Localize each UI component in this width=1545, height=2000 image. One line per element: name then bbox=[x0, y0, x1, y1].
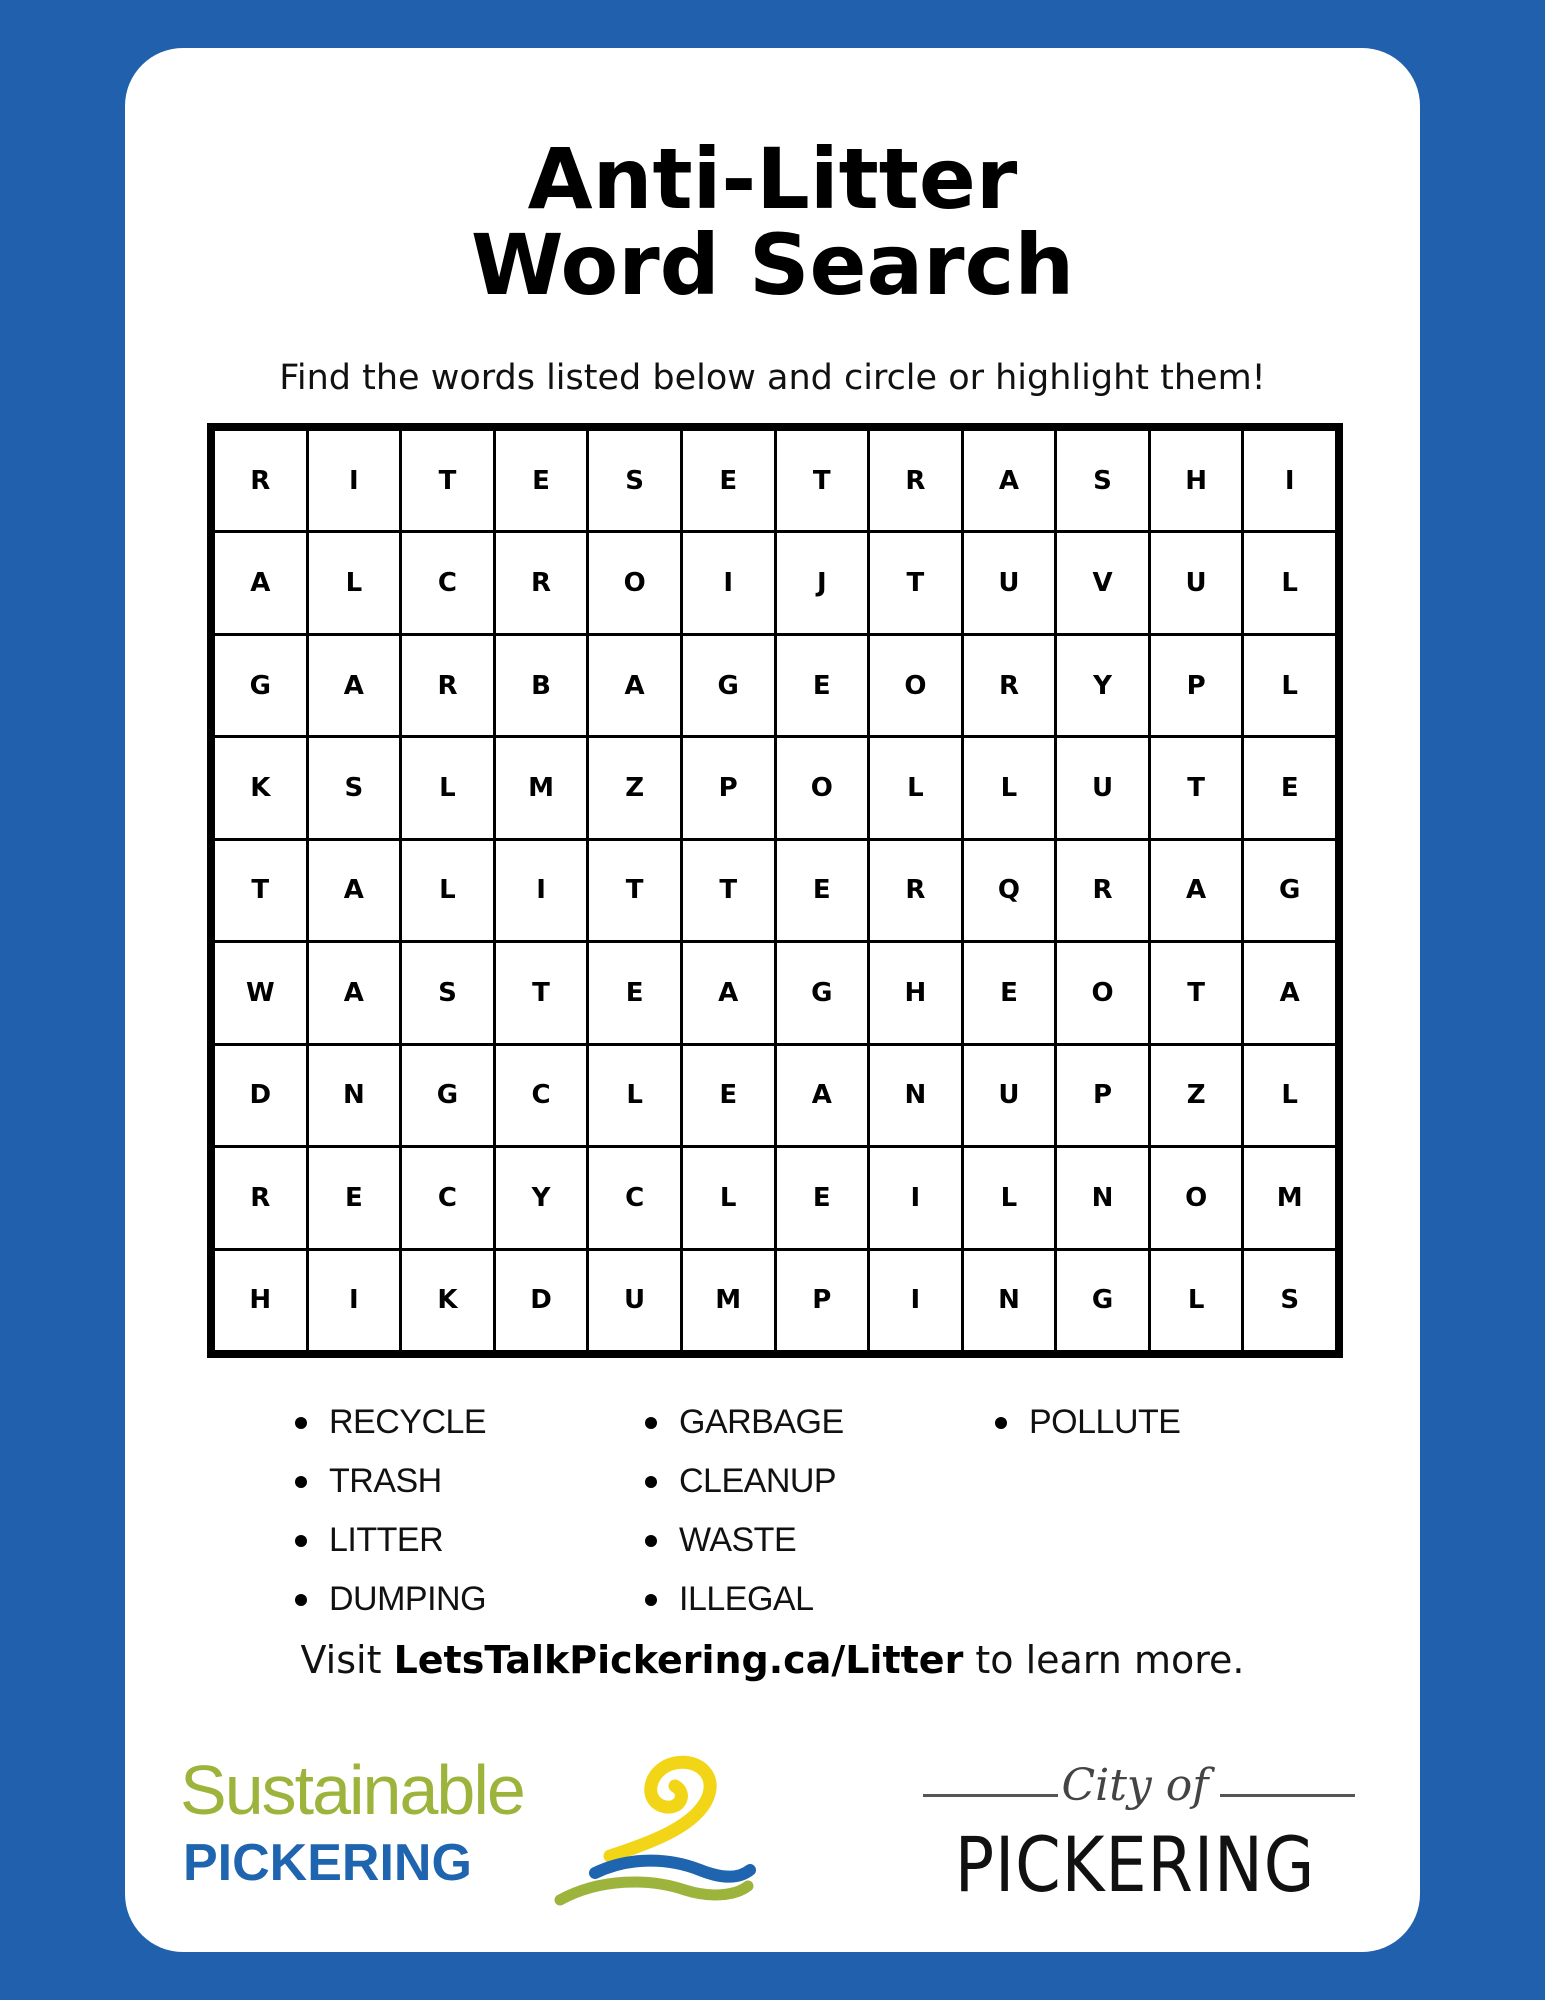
grid-cell[interactable]: L bbox=[683, 1148, 774, 1247]
grid-cell[interactable]: N bbox=[870, 1046, 961, 1145]
grid-cell[interactable]: L bbox=[589, 1046, 680, 1145]
page-title bbox=[125, 130, 1420, 314]
word-item: TRASH bbox=[295, 1452, 645, 1511]
grid-cell[interactable]: T bbox=[402, 431, 493, 530]
grid-cell[interactable]: Z bbox=[589, 738, 680, 837]
grid-cell[interactable]: O bbox=[777, 738, 868, 837]
grid-cell[interactable]: H bbox=[1151, 431, 1242, 530]
grid-cell[interactable]: T bbox=[1151, 943, 1242, 1042]
grid-cell[interactable]: G bbox=[215, 636, 306, 735]
sustainable-wordmark: Sustainable bbox=[180, 1751, 524, 1829]
word-item: RECYCLE bbox=[295, 1393, 645, 1452]
grid-cell[interactable]: E bbox=[683, 1046, 774, 1145]
grid-cell[interactable]: V bbox=[1057, 533, 1148, 632]
title-line-2: Word Search bbox=[470, 216, 1075, 314]
grid-cell[interactable]: N bbox=[1057, 1148, 1148, 1247]
word-item: GARBAGE bbox=[645, 1393, 995, 1452]
grid-cell[interactable]: U bbox=[1151, 533, 1242, 632]
grid-cell[interactable]: R bbox=[870, 841, 961, 940]
grid-cell[interactable]: L bbox=[870, 738, 961, 837]
bullet-icon bbox=[645, 1535, 657, 1547]
grid-cell[interactable]: A bbox=[309, 841, 400, 940]
grid-cell[interactable]: Q bbox=[964, 841, 1055, 940]
grid-cell[interactable]: S bbox=[1244, 1251, 1335, 1350]
grid-cell[interactable]: L bbox=[1151, 1251, 1242, 1350]
grid-cell[interactable]: K bbox=[402, 1251, 493, 1350]
grid-cell[interactable]: G bbox=[777, 943, 868, 1042]
grid-cell[interactable]: C bbox=[402, 1148, 493, 1247]
bullet-icon bbox=[295, 1417, 307, 1429]
word-item: POLLUTE bbox=[995, 1393, 1295, 1452]
grid-cell[interactable]: I bbox=[496, 841, 587, 940]
grid-cell[interactable]: E bbox=[496, 431, 587, 530]
grid-cell[interactable]: R bbox=[496, 533, 587, 632]
city-of-text: City of bbox=[1061, 1760, 1209, 1811]
grid-cell[interactable]: I bbox=[309, 1251, 400, 1350]
grid-cell[interactable]: U bbox=[589, 1251, 680, 1350]
city-pickering-wordmark: PICKERING bbox=[954, 1820, 1316, 1909]
grid-cell[interactable]: Z bbox=[1151, 1046, 1242, 1145]
grid-cell[interactable]: K bbox=[215, 738, 306, 837]
bullet-icon bbox=[645, 1476, 657, 1488]
grid-cell[interactable]: T bbox=[589, 841, 680, 940]
grid-cell[interactable]: S bbox=[589, 431, 680, 530]
grid-cell[interactable]: T bbox=[683, 841, 774, 940]
grid-cell[interactable]: S bbox=[309, 738, 400, 837]
title-line-1: Anti-Litter bbox=[527, 130, 1018, 228]
grid-cell[interactable]: O bbox=[1151, 1148, 1242, 1247]
grid-cell[interactable]: G bbox=[402, 1046, 493, 1145]
grid-cell[interactable]: R bbox=[215, 431, 306, 530]
bullet-icon bbox=[645, 1417, 657, 1429]
grid-cell[interactable]: R bbox=[215, 1148, 306, 1247]
word-item: CLEANUP bbox=[645, 1452, 995, 1511]
grid-cell[interactable]: R bbox=[1057, 841, 1148, 940]
grid-cell[interactable]: S bbox=[1057, 431, 1148, 530]
grid-cell[interactable]: R bbox=[870, 431, 961, 530]
grid-cell[interactable]: A bbox=[1151, 841, 1242, 940]
grid-cell[interactable]: U bbox=[1057, 738, 1148, 837]
grid-cell[interactable]: E bbox=[777, 636, 868, 735]
word-item: LITTER bbox=[295, 1511, 645, 1570]
grid-cell[interactable]: E bbox=[1244, 738, 1335, 837]
grid-cell[interactable]: P bbox=[777, 1251, 868, 1350]
grid-cell[interactable]: T bbox=[777, 431, 868, 530]
grid-cell[interactable]: I bbox=[1244, 431, 1335, 530]
grid-cell[interactable]: S bbox=[402, 943, 493, 1042]
grid-cell[interactable]: E bbox=[309, 1148, 400, 1247]
grid-cell[interactable]: A bbox=[683, 943, 774, 1042]
grid-cell[interactable]: O bbox=[1057, 943, 1148, 1042]
word-item: ILLEGAL bbox=[645, 1570, 995, 1629]
grid-cell[interactable]: O bbox=[870, 636, 961, 735]
grid-cell[interactable]: E bbox=[777, 1148, 868, 1247]
grid-cell[interactable]: I bbox=[309, 431, 400, 530]
grid-cell[interactable]: A bbox=[589, 636, 680, 735]
worksheet-card bbox=[125, 48, 1420, 1952]
bullet-icon bbox=[295, 1476, 307, 1488]
grid-cell[interactable]: I bbox=[683, 533, 774, 632]
grid-cell[interactable]: D bbox=[496, 1251, 587, 1350]
bullet-icon bbox=[295, 1535, 307, 1547]
grid-cell[interactable]: J bbox=[777, 533, 868, 632]
grid-cell[interactable]: Y bbox=[1057, 636, 1148, 735]
pickering-wordmark: PICKERING bbox=[183, 1834, 472, 1892]
grid-cell[interactable]: E bbox=[589, 943, 680, 1042]
grid-cell[interactable]: E bbox=[777, 841, 868, 940]
bullet-icon bbox=[645, 1594, 657, 1606]
grid-cell[interactable]: N bbox=[964, 1251, 1055, 1350]
grid-cell[interactable]: A bbox=[215, 533, 306, 632]
grid-cell[interactable]: C bbox=[496, 1046, 587, 1145]
grid-cell[interactable]: T bbox=[870, 533, 961, 632]
grid-cell[interactable]: G bbox=[1244, 841, 1335, 940]
grid-cell[interactable]: G bbox=[683, 636, 774, 735]
grid-cell[interactable]: L bbox=[1244, 636, 1335, 735]
grid-cell[interactable]: H bbox=[870, 943, 961, 1042]
grid-cell[interactable]: G bbox=[1057, 1251, 1148, 1350]
grid-cell[interactable]: I bbox=[870, 1251, 961, 1350]
grid-cell[interactable]: L bbox=[402, 738, 493, 837]
grid-cell[interactable]: L bbox=[1244, 1046, 1335, 1145]
grid-cell[interactable]: O bbox=[589, 533, 680, 632]
grid-cell[interactable]: L bbox=[964, 1148, 1055, 1247]
grid-cell[interactable]: E bbox=[683, 431, 774, 530]
grid-cell[interactable]: A bbox=[309, 636, 400, 735]
grid-cell[interactable]: L bbox=[402, 841, 493, 940]
grid-cell[interactable]: M bbox=[496, 738, 587, 837]
grid-cell[interactable]: R bbox=[402, 636, 493, 735]
letstalk-link[interactable]: LetsTalkPickering.ca/Litter bbox=[393, 1638, 964, 1682]
grid-cell[interactable]: H bbox=[215, 1251, 306, 1350]
grid-cell[interactable]: N bbox=[309, 1046, 400, 1145]
word-list bbox=[295, 1393, 1295, 1629]
grid-cell[interactable]: M bbox=[1244, 1148, 1335, 1247]
grid-cell[interactable]: C bbox=[402, 533, 493, 632]
grid-cell[interactable]: L bbox=[1244, 533, 1335, 632]
grid-cell[interactable]: T bbox=[1151, 738, 1242, 837]
word-item: DUMPING bbox=[295, 1570, 645, 1629]
grid-cell[interactable]: T bbox=[215, 841, 306, 940]
grid-cell[interactable]: A bbox=[309, 943, 400, 1042]
bullet-icon bbox=[295, 1594, 307, 1606]
grid-cell[interactable]: B bbox=[496, 636, 587, 735]
grid-cell[interactable]: A bbox=[1244, 943, 1335, 1042]
grid-cell[interactable]: A bbox=[777, 1046, 868, 1145]
word-item: WASTE bbox=[645, 1511, 995, 1570]
grid-cell[interactable]: I bbox=[870, 1148, 961, 1247]
learn-more-text: Visit LetsTalkPickering.ca/Litter to learn more. bbox=[300, 1638, 1245, 1682]
bullet-icon bbox=[995, 1417, 1007, 1429]
grid-cell[interactable]: L bbox=[309, 533, 400, 632]
grid-cell[interactable]: T bbox=[496, 943, 587, 1042]
grid-cell[interactable]: R bbox=[964, 636, 1055, 735]
grid-cell[interactable]: U bbox=[964, 533, 1055, 632]
city-of-pickering-logo bbox=[915, 1748, 1355, 1918]
grid-cell[interactable]: Y bbox=[496, 1148, 587, 1247]
grid-cell[interactable]: E bbox=[964, 943, 1055, 1042]
grid-cell[interactable]: D bbox=[215, 1046, 306, 1145]
instructions: Find the words listed below and circle or highlight them! bbox=[279, 358, 1266, 398]
grid-cell[interactable]: U bbox=[964, 1046, 1055, 1145]
grid-cell[interactable]: A bbox=[964, 431, 1055, 530]
sustainable-pickering-logo bbox=[180, 1748, 760, 1918]
grid-cell[interactable]: P bbox=[1151, 636, 1242, 735]
word-search-grid bbox=[207, 423, 1343, 1358]
logo-rule-right bbox=[1220, 1794, 1355, 1797]
grid-cell[interactable]: P bbox=[683, 738, 774, 837]
grid-cell[interactable]: W bbox=[215, 943, 306, 1042]
grid-cell[interactable]: M bbox=[683, 1251, 774, 1350]
grid-cell[interactable]: P bbox=[1057, 1046, 1148, 1145]
grid-cell[interactable]: C bbox=[589, 1148, 680, 1247]
grid-cell[interactable]: L bbox=[964, 738, 1055, 837]
